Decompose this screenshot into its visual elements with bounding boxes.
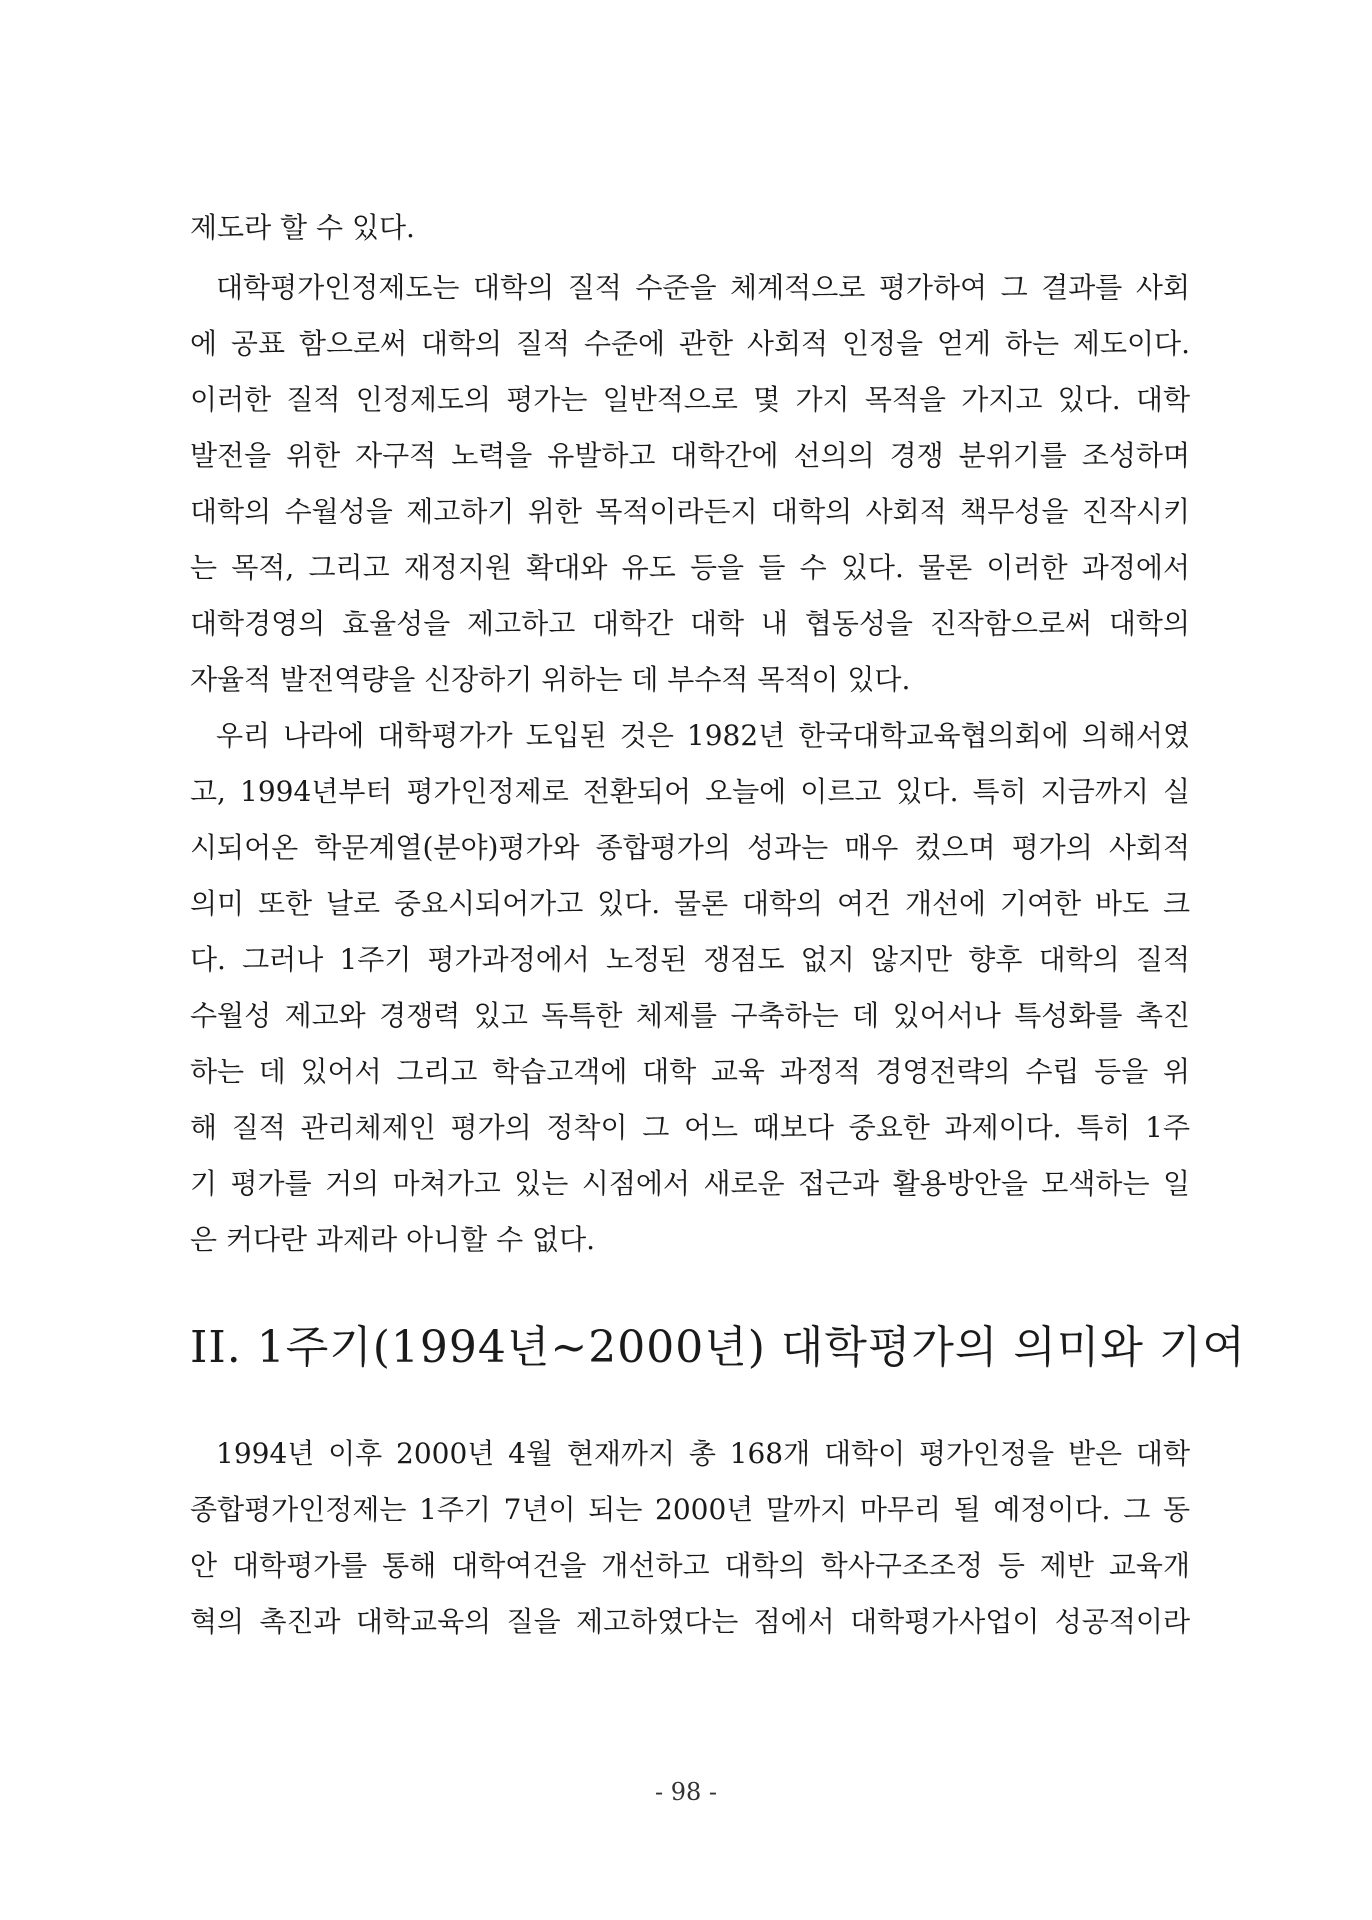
- text-line: 발전을 위한 자구적 노력을 유발하고 대학간에 선의의 경쟁 분위기를 조성하며: [190, 439, 1190, 472]
- text-line: 수월성 제고와 경쟁력 있고 독특한 체제를 구축하는 데 있어서나 특성화를 촉진: [190, 999, 1190, 1032]
- text-line: 기 평가를 거의 마쳐가고 있는 시점에서 새로운 접근과 활용방안을 모색하는 일: [190, 1167, 1190, 1200]
- text-line: 시되어온 학문계열(분야)평가와 종합평가의 성과는 매우 컸으며 평가의 사회적: [190, 831, 1190, 864]
- text-line: 안 대학평가를 통해 대학여건을 개선하고 대학의 학사구조조정 등 제반 교육개: [190, 1549, 1190, 1582]
- text-line: 1994년 이후 2000년 4월 현재까지 총 168개 대학이 평가인정을 받은 대학: [216, 1437, 1190, 1470]
- text-line: 고, 1994년부터 평가인정제로 전환되어 오늘에 이르고 있다. 특히 지금까지 실: [190, 775, 1190, 808]
- text-line: 는 목적, 그리고 재정지원 확대와 유도 등을 들 수 있다. 물론 이러한 과정에서: [190, 551, 1190, 584]
- text-line: 대학의 수월성을 제고하기 위한 목적이라든지 대학의 사회적 책무성을 진작시키: [190, 495, 1190, 528]
- section-heading: II. 1주기(1994년∼2000년) 대학평가의 의미와 기여: [190, 1322, 1246, 1373]
- text-line: 혁의 촉진과 대학교육의 질을 제고하였다는 점에서 대학평가사업이 성공적이라: [190, 1605, 1190, 1638]
- text-line: 대학평가인정제도는 대학의 질적 수준을 체계적으로 평가하여 그 결과를 사회: [216, 271, 1190, 304]
- text-line: 의미 또한 날로 중요시되어가고 있다. 물론 대학의 여건 개선에 기여한 바도 크: [190, 887, 1190, 920]
- text-line: 제도라 할 수 있다.: [190, 211, 415, 244]
- text-line: 에 공표 함으로써 대학의 질적 수준에 관한 사회적 인정을 얻게 하는 제도이다.: [190, 327, 1190, 360]
- text-line: 하는 데 있어서 그리고 학습고객에 대학 교육 과정적 경영전략의 수립 등을 위: [190, 1055, 1190, 1088]
- text-line: 이러한 질적 인정제도의 평가는 일반적으로 몇 가지 목적을 가지고 있다. 대학: [190, 383, 1190, 416]
- text-line: 대학경영의 효율성을 제고하고 대학간 대학 내 협동성을 진작함으로써 대학의: [190, 607, 1190, 640]
- text-line: 해 질적 관리체제인 평가의 정착이 그 어느 때보다 중요한 과제이다. 특히 1주: [190, 1111, 1190, 1144]
- page-number: - 98 -: [654, 1778, 717, 1806]
- text-line: 종합평가인정제는 1주기 7년이 되는 2000년 말까지 마무리 될 예정이다. 그 동: [190, 1493, 1190, 1526]
- text-line: 은 커다란 과제라 아니할 수 없다.: [190, 1223, 596, 1256]
- text-line: 다. 그러나 1주기 평가과정에서 노정된 쟁점도 없지 않지만 향후 대학의 질적: [190, 943, 1190, 976]
- text-line: 우리 나라에 대학평가가 도입된 것은 1982년 한국대학교육협의회에 의해서였: [216, 719, 1190, 752]
- text-line: 자율적 발전역량을 신장하기 위하는 데 부수적 목적이 있다.: [190, 663, 911, 696]
